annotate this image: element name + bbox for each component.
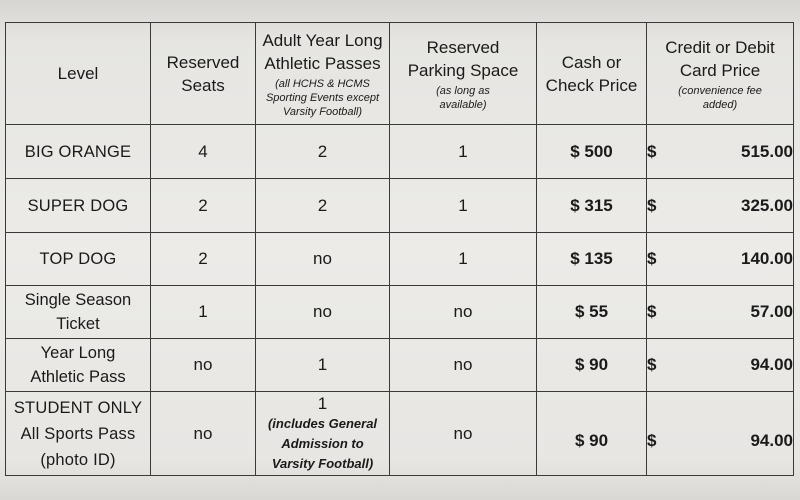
adult-passes-cell: no (256, 286, 390, 339)
header-adult-passes: Adult Year Long Athletic Passes (all HCHS & HCMS Sporting Events except Varsity Football) (256, 23, 390, 125)
header-parking: Reserved Parking Space (as long as available) (390, 23, 537, 125)
adult-passes-cell: no (256, 233, 390, 286)
seats-cell: 2 (151, 179, 256, 233)
cash-price-cell: $ 55 (537, 286, 647, 339)
seats-cell: no (151, 392, 256, 476)
header-card-price: Credit or Debit Card Price (convenience fee added) (647, 23, 794, 125)
table-row-super-dog (6, 179, 794, 233)
parking-cell: 1 (390, 125, 537, 179)
parking-cell: 1 (390, 233, 537, 286)
cash-price-cell: $ 500 (537, 125, 647, 179)
parking-cell: no (390, 286, 537, 339)
level-cell: Single Season Ticket (6, 286, 151, 339)
seats-cell: 4 (151, 125, 256, 179)
adult-passes-cell: 2 (256, 125, 390, 179)
pricing-table (5, 22, 794, 476)
card-price-cell: $ 325.00 (647, 179, 794, 233)
card-price-cell: $ 515.00 (647, 125, 794, 179)
cash-price-cell: $ 315 (537, 179, 647, 233)
adult-passes-cell: 1 (256, 339, 390, 392)
cash-price-cell: $ 90 (537, 339, 647, 392)
level-cell: BIG ORANGE (6, 125, 151, 179)
table-row-student-only (6, 392, 794, 476)
header-reserved-seats: Reserved Seats (151, 23, 256, 125)
table-row-single-season (6, 286, 794, 339)
card-price-cell: $ 94.00 (647, 339, 794, 392)
parking-cell: no (390, 392, 537, 476)
table-header-row (6, 23, 794, 125)
card-price-cell: $ 140.00 (647, 233, 794, 286)
cash-price-cell: $ 135 (537, 233, 647, 286)
level-cell: Year Long Athletic Pass (6, 339, 151, 392)
table-row-big-orange (6, 125, 794, 179)
seats-cell: no (151, 339, 256, 392)
adult-passes-cell: 1 (includes General Admission to Varsity Football) (256, 392, 390, 476)
level-cell: TOP DOG (6, 233, 151, 286)
table-row-year-long-pass (6, 339, 794, 392)
level-cell: STUDENT ONLY All Sports Pass (photo ID) (6, 392, 151, 476)
adult-passes-cell: 2 (256, 179, 390, 233)
header-level: Level (6, 23, 151, 125)
level-cell: SUPER DOG (6, 179, 151, 233)
header-cash-price: Cash or Check Price (537, 23, 647, 125)
parking-cell: no (390, 339, 537, 392)
card-price-cell: $ 94.00 (647, 392, 794, 476)
seats-cell: 1 (151, 286, 256, 339)
parking-cell: 1 (390, 179, 537, 233)
table-row-top-dog (6, 233, 794, 286)
cash-price-cell: $ 90 (537, 392, 647, 476)
seats-cell: 2 (151, 233, 256, 286)
card-price-cell: $ 57.00 (647, 286, 794, 339)
